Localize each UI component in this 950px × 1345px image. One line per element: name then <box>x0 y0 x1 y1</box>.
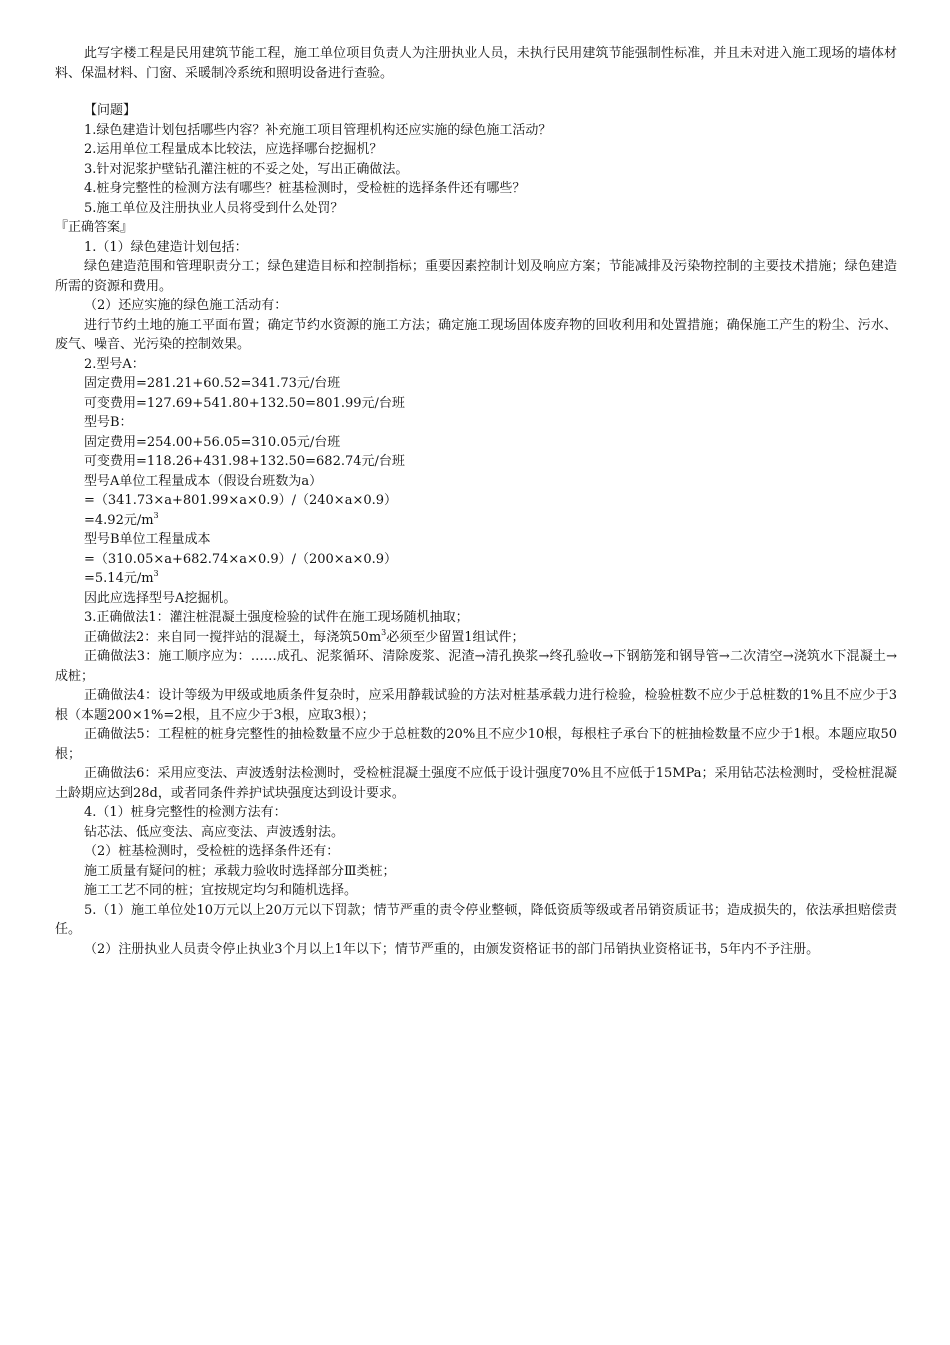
answer-2-title-a: 2.型号A： <box>84 356 145 372</box>
answer-1-part2-title: （2）还应实施的绿色施工活动有： <box>84 298 288 313</box>
answers-section <box>55 218 897 959</box>
question-item: 2.运用单位工程量成本比较法，应选择哪台挖掘机？ <box>84 142 383 157</box>
answer-2-unit-b-formula: =（310.05×a+682.74×a×0.9）/（200×a×0.9） <box>84 551 398 567</box>
question-item: 3.针对泥浆护壁钻孔灌注桩的不妥之处，写出正确做法。 <box>84 161 409 177</box>
answers-heading: 『正确答案』 <box>55 220 134 235</box>
answer-3-method-5: 正确做法5：工程桩的桩身完整性的抽检数量不应少于总桩数的20%且不应少10根，每根柱子承台下的桩抽检数量不应少于1根。本题应取50根； <box>55 727 897 762</box>
answer-2-unit-a-formula: =（341.73×a+801.99×a×0.9）/（240×a×0.9） <box>84 493 398 508</box>
answer-2-fixed-a: 固定费用=281.21+60.52=341.73元/台班 <box>84 376 341 391</box>
answer-4-part2-title: （2）桩基检测时，受检桩的选择条件还有： <box>84 844 340 859</box>
document-page <box>55 44 897 959</box>
question-item: 1.绿色建造计划包括哪些内容？补充施工项目管理机构还应实施的绿色施工活动？ <box>84 122 552 138</box>
answer-5-part2: （2）注册执业人员责令停止执业3个月以上1年以下；情节严重的，由颁发资格证书的部门吊销执业资格证书，5年内不予注册。 <box>84 941 820 957</box>
answer-3-method-4: 正确做法4：设计等级为甲级或地质条件复杂时，应采用静载试验的方法对桩基承载力进行检验，检验桩数不应少于总桩数的1%且不应少于3根（本题200×1%=2根，且不应少于3根，应取3根）； <box>55 688 897 723</box>
answer-4-part1-title: 4.（1）桩身完整性的检测方法有： <box>84 805 287 820</box>
answer-3-method-2-before: 正确做法2：来自同一搅拌站的混凝土，每浇筑50m <box>84 629 382 645</box>
intro-paragraph: 此写字楼工程是民用建筑节能工程，施工单位项目负责人为注册执业人员，未执行民用建筑节能强制性标准，并且未对进入施工现场的墙体材料、保温材料、门窗、采暖制冷系统和照明设备进行查验。 <box>55 46 897 81</box>
answer-2-unit-b-result-line <box>55 569 897 589</box>
cubic-superscript: 3 <box>381 627 387 637</box>
questions-section <box>55 101 897 218</box>
answer-2-unit-a-result: =4.92元/m <box>84 512 154 528</box>
question-item: 5.施工单位及注册执业人员将受到什么处罚？ <box>84 200 344 216</box>
answer-3-method-1: 3.正确做法1：灌注桩混凝土强度检验的试件在施工现场随机抽取； <box>84 610 469 625</box>
answer-5-part1: 5.（1）施工单位处10万元以上20万元以下罚款；情节严重的责令停业整顿，降低资质等级或者吊销资质证书；造成损失的，依法承担赔偿责任。 <box>55 902 897 937</box>
answer-3-method-2-after: 必须至少留置1组试件； <box>386 629 525 645</box>
answer-2-var-b: 可变费用=118.26+431.98+132.50=682.74元/台班 <box>84 454 405 469</box>
answer-1-part2-text: 进行节约土地的施工平面布置；确定节约水资源的施工方法；确定施工现场固体废弃物的回收利用和处置措施；确保施工产生的粉尘、污水、废气、噪音、光污染的控制效果。 <box>55 317 897 352</box>
answer-2-unit-a-title: 型号A单位工程量成本（假设台班数为a） <box>84 473 323 489</box>
answer-3-method-3: 正确做法3：施工顺序应为：……成孔、泥浆循环、清除废浆、泥渣→清孔换浆→终孔验收→下钢筋笼和钢导管→二次清空→浇筑水下混凝土→成桩； <box>55 649 897 684</box>
answer-2-unit-a-result-line <box>55 511 897 531</box>
answer-4-condition-1: 施工质量有疑问的桩；承载力验收时选择部分Ⅲ类桩； <box>84 863 396 879</box>
answer-2-unit-b-result: =5.14元/m <box>84 571 154 586</box>
answer-4-condition-2: 施工工艺不同的桩；宜按规定均匀和随机选择。 <box>84 883 358 898</box>
answer-2-conclusion: 因此应选择型号A挖掘机。 <box>84 590 237 606</box>
answer-2-fixed-b: 固定费用=254.00+56.05=310.05元/台班 <box>84 434 341 450</box>
answer-4-part1-text: 钻芯法、低应变法、高应变法、声波透射法。 <box>84 824 345 840</box>
answer-1-part1-title: 1.（1）绿色建造计划包括： <box>84 239 248 255</box>
answer-1-part1-text: 绿色建造范围和管理职责分工；绿色建造目标和控制指标；重要因素控制计划及响应方案；节能减排及污染物控制的主要技术措施；绿色建造所需的资源和费用。 <box>55 259 897 294</box>
cubic-superscript: 3 <box>153 569 159 578</box>
answer-2-unit-b-title: 型号B单位工程量成本 <box>84 532 211 547</box>
answer-2-title-b: 型号B： <box>84 415 133 430</box>
answer-3-method-2 <box>55 628 897 648</box>
question-item: 4.桩身完整性的检测方法有哪些？桩基检测时，受检桩的选择条件还有哪些？ <box>84 181 526 196</box>
cubic-superscript: 3 <box>153 510 159 520</box>
answer-2-var-a: 可变费用=127.69+541.80+132.50=801.99元/台班 <box>84 395 405 411</box>
questions-heading: 【问题】 <box>84 103 137 118</box>
answer-3-method-6: 正确做法6：采用应变法、声波透射法检测时，受检桩混凝土强度不应低于设计强度70%且不应低于15MPa；采用钻芯法检测时，受检桩混凝土龄期应达到28d，或者同条件养护试块强度达到设计要求。 <box>55 766 897 801</box>
